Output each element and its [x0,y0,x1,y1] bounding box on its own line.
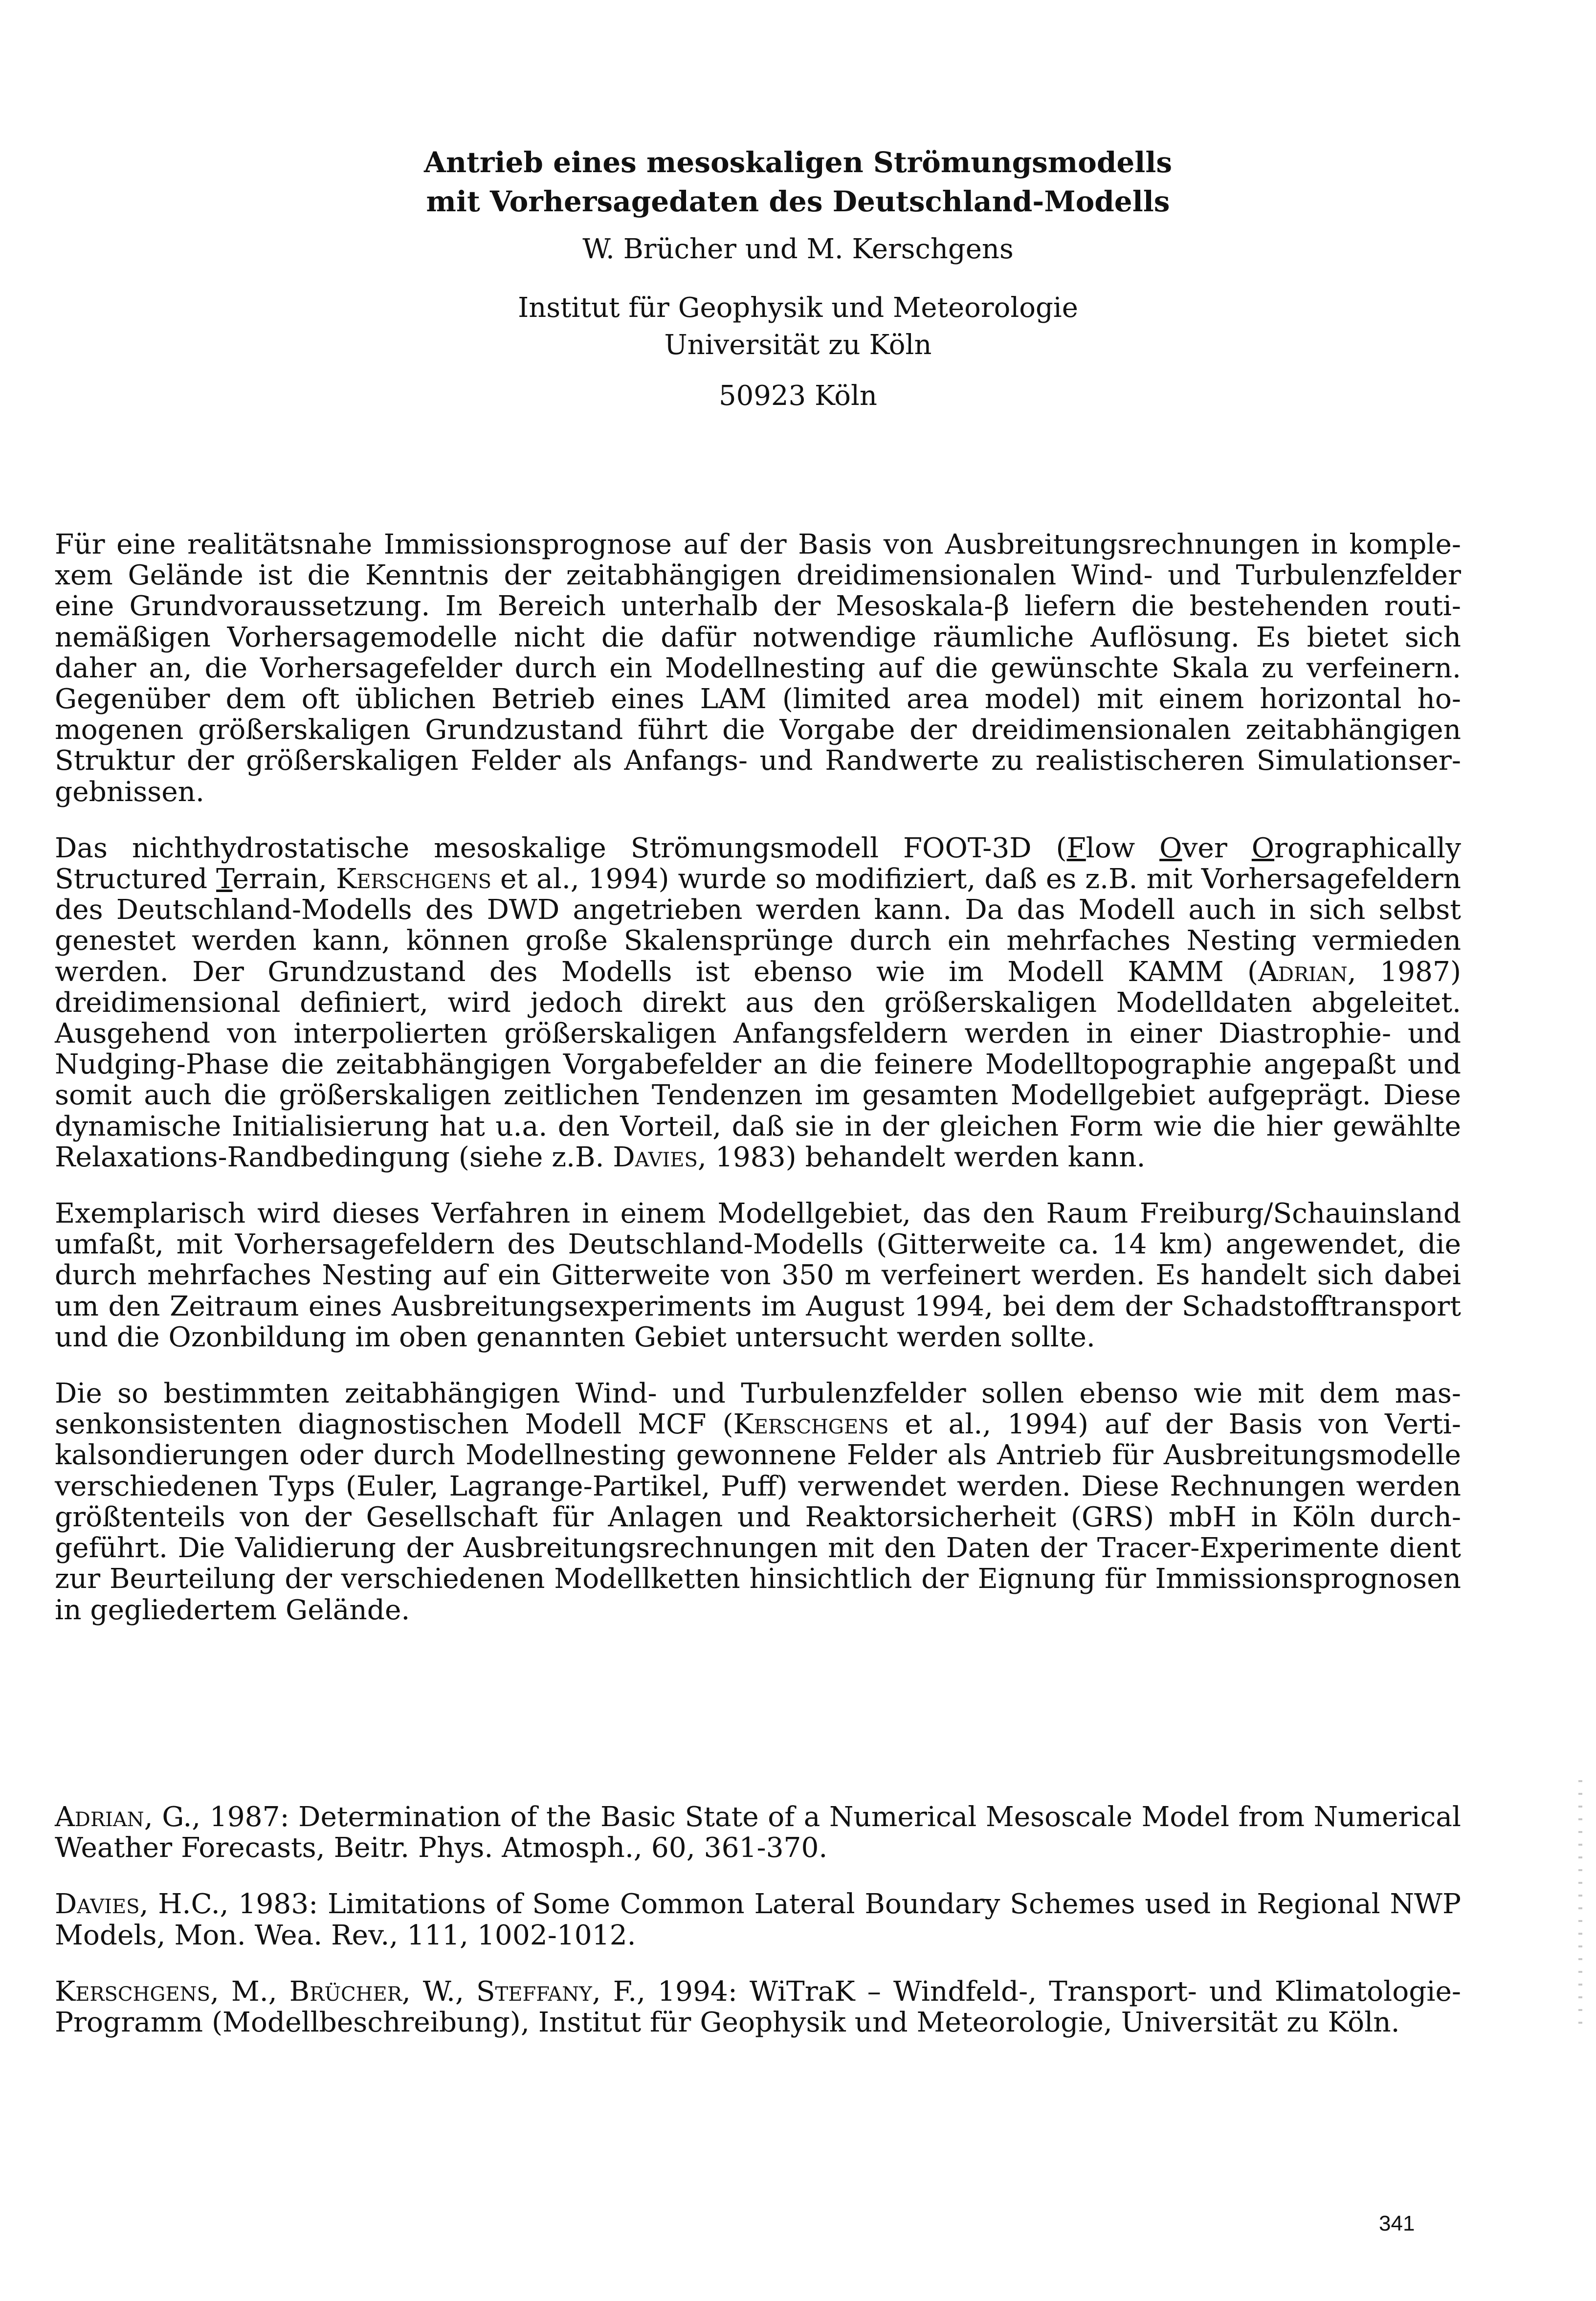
reference-separator: , W., [401,1975,476,2008]
abstract-body [55,529,1461,1626]
text-run: errain, [232,863,336,895]
reference-text: , G., 1987: Determination of the Basic State of a Numerical Mesoscale Model from Numerical Weather Forecasts, Beitr. Phys. Atmosph., 60, 361-370. [55,1801,1461,1864]
paragraph-2 [55,833,1461,1173]
text-run: rographically Structured [55,832,1461,895]
paper-title [0,143,1596,221]
citation-author: Adrian [1258,956,1348,988]
reference-text: , H.C., 1983: Limitations of Some Common Lateral Boundary Schemes used in Regional NWP Models, Mon. Wea. Rev., 111, 1002-1012. [55,1888,1461,1951]
acronym-letter-f: F [1066,832,1086,864]
paragraph-4 [55,1378,1461,1626]
citation-author: Kerschgens [336,863,491,895]
text-run: , 1987) dreidimensional definiert, wird jedoch direkt aus den größerskaligen Modelldaten abgeleitet. Ausgehend von interpolierten größerskaligen Anfangsfeldern werden in einer Diastrophie- und Nudging-Phase die zeitabhängigen Vorgabefelder an die feinere Modelltopographie angepaßt und somit auch die größerskaligen zeitlichen Tendenzen im gesamten Modellgebiet aufgeprägt. Diese dynamische Initialisierung hat u.a. den Vorteil, daß sie in der gleichen Form wie die hier gewählte Relaxations-Randbedingung (siehe z.B. [55,956,1461,1173]
scan-margin-artifact [1578,1780,1582,2034]
reference-3 [55,1976,1461,2038]
reference-2 [55,1889,1461,1950]
text-run: low [1086,832,1160,864]
citation-author: Kerschgens [733,1408,889,1441]
acronym-letter-o: O [1159,832,1182,864]
text-run: ver [1182,832,1252,864]
city-postcode: 50923 Köln [719,380,877,412]
acronym-letter-t: T [216,863,233,895]
paragraph-3: Exemplarisch wird dieses Verfahren in einem Modellgebiet, das den Raum Freiburg/Schauinsland umfaßt, mit Vorhersagefeldern des Deutschland-Modells (Gitterweite ca. 14 km) angewendet, die durch mehrfaches Nesting auf ein Gitterweite von 350 m verfeinert werden. Es handelt sich dabei um den Zeitraum eines Ausbreitungsexperiments im August 1994, bei dem der Schadstofftransport und die Ozonbildung im oben genannten Gebiet untersucht werden sollte. [55,1198,1461,1353]
page-number: 341 [1379,2212,1415,2235]
title-line-2: mit Vorhersagedaten des Deutschland-Modells [426,185,1170,218]
references [55,1802,1461,2063]
reference-1 [55,1802,1461,1863]
reference-author: Steffany [476,1975,592,2008]
paragraph-1: Für eine realitätsnahe Immissionsprognose auf der Basis von Ausbreitungsrechnungen in komplexem Gelände ist die Kenntnis der zeitabhängigen dreidimensionalen Wind- und Turbulenzfelder eine Grundvoraussetzung. Im Bereich unterhalb der Mesoskala-β liefern die bestehenden routinemäßigen Vorhersagemodelle nicht die dafür notwendige räumliche Auflösung. Es bietet sich daher an, die Vorhersagefelder durch ein Modellnesting auf die gewünschte Skala zu verfeinern. Gegenüber dem oft üblichen Betrieb eines LAM (limited area model) mit einem horizontal homogenen größerskaligen Grundzustand führt die Vorgabe der dreidimensionalen zeitabhängigen Struktur der größerskaligen Felder als Anfangs- und Randwerte zu realistischeren Simulationsergebnissen. [55,529,1461,808]
institute-name: Institut für Geophysik und Meteorologie [518,292,1078,324]
reference-author: Kerschgens [55,1975,210,2008]
authors: W. Brücher und M. Kerschgens [582,233,1014,265]
text-run: et al., 1994) auf der Basis von Vertikalsondierungen oder durch Modellnesting gewonnene Felder als Antrieb für Ausbreitungsmodelle verschiedenen Typs (Euler, Lagrange-Partikel, Puff) verwendet werden. Diese Rechnungen werden größtenteils von der Gesellschaft für Anlagen und Reaktorsicherheit (GRS) mbH in Köln durchgeführt. Die Validierung der Ausbreitungsrechnungen mit den Daten der Tracer-Experimente dient zur Beurteilung der verschiedenen Modellketten hinsichtlich der Eignung für Immissionsprognosen in gegliedertem Gelände. [55,1408,1461,1626]
title-line-1: Antrieb eines mesoskaligen Strömungsmodells [423,146,1173,179]
text-run: et al., 1994) wurde so modifiziert, daß es z.B. mit Vorhersagefeldern des Deutschland-Modells des DWD angetrieben werden kann. Da das Modell auch in sich selbst genestet werden kann, können große Skalensprünge durch ein mehrfaches Nesting vermieden werden. Der Grundzustand des Modells ist ebenso wie im Modell KAMM ( [55,863,1461,988]
reference-author: Davies [55,1888,140,1921]
reference-author: Adrian [55,1801,144,1833]
affiliation [0,290,1596,364]
reference-author: Brücher [289,1975,402,2008]
text-run: Das nichthydrostatische mesoskalige Strömungsmodell FOOT-3D ( [55,832,1067,864]
reference-text: , F., 1994: WiTraK – Windfeld-, Transport- und Klimatologie-Programm (Modellbeschreibung), Institut für Geophysik und Meteorologie, Universität zu Köln. [55,1975,1461,2039]
text-run: , 1983) behandelt werden kann. [697,1141,1146,1173]
university-name: Universität zu Köln [664,329,932,361]
citation-author: Davies [613,1141,698,1173]
acronym-letter-o: O [1251,832,1275,864]
reference-separator: , M., [210,1975,289,2008]
text-run: Die so bestimmten zeitabhängigen Wind- und Turbulenzfelder sollen ebenso wie mit dem massenkonsistenten diagnostischen Modell MCF ( [55,1378,1461,1441]
